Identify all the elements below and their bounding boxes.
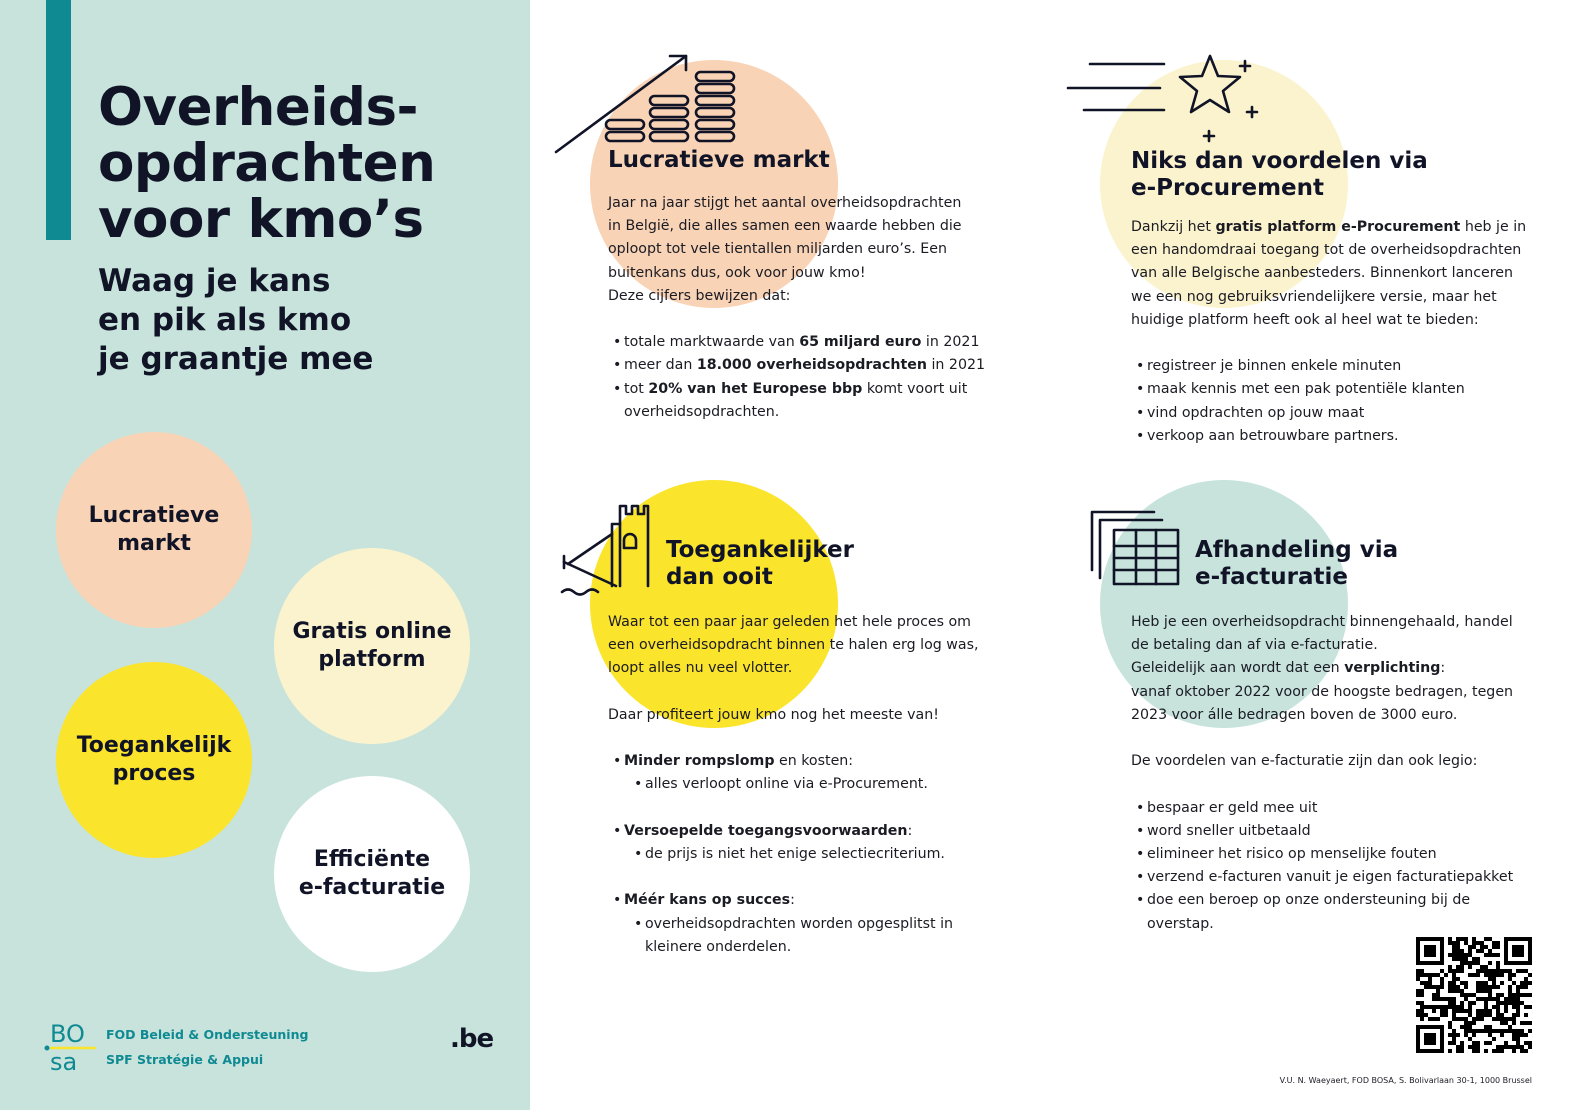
bubble-label: proces xyxy=(112,761,196,786)
main-title xyxy=(98,77,518,250)
title-line: voor kmo’s xyxy=(98,189,424,250)
text-line: Deze cijfers bewijzen dat: xyxy=(608,287,791,304)
accent-bar xyxy=(46,0,71,240)
bubble-label: Lucratieve xyxy=(88,503,220,528)
bullet-item: • meer dan 18.000 overheidsopdrachten in 2021 xyxy=(608,354,1008,377)
heading-lucratieve-markt xyxy=(608,147,830,174)
sub-bullet-item: • overheidsopdrachten worden opgesplitst in xyxy=(608,913,1008,936)
heading-line: Afhandeling via xyxy=(1195,537,1399,563)
heading-toegankelijker xyxy=(666,537,854,591)
bullet-item: • registreer je binnen enkele minuten xyxy=(1131,355,1551,378)
heading-line: Niks dan voordelen via xyxy=(1131,148,1428,174)
bubble-label: platform xyxy=(318,647,426,672)
bosa-logo-top: BO xyxy=(50,1020,85,1048)
heading-e-procurement xyxy=(1131,148,1428,202)
text-line: we een nog gebruiksvriendelijkere versie, maar het xyxy=(1131,288,1497,305)
bullet-item: • Minder rompslomp en kosten: xyxy=(608,750,1008,773)
section-body-toegankelijk xyxy=(608,611,1008,959)
bullet-continuation: kleinere onderdelen. xyxy=(645,938,792,955)
bubble-lucratieve-markt xyxy=(56,432,252,628)
subtitle-line: je graantje mee xyxy=(98,341,374,377)
left-panel xyxy=(0,0,530,1110)
text-line: vanaf oktober 2022 voor de hoogste bedragen, tegen xyxy=(1131,683,1514,700)
text-line: Dankzij het gratis platform e-Procurement heb je in xyxy=(1131,219,1527,235)
publisher-note: V.U. N. Waeyaert, FOD BOSA, S. Bolivarlaan 30-1, 1000 Brussel xyxy=(1279,1076,1532,1085)
bullet-continuation: overheidsopdrachten. xyxy=(624,403,780,420)
section-body-markt xyxy=(608,192,1008,424)
text-line: Geleidelijk aan wordt dat een verplichting: xyxy=(1131,660,1446,677)
text-line: De voordelen van e-facturatie zijn dan ook legio: xyxy=(1131,753,1478,770)
subtitle-line: Waag je kans xyxy=(98,263,331,299)
heading-line: e-Procurement xyxy=(1131,175,1325,201)
text-line: Heb je een overheidsopdracht binnengehaald, handel xyxy=(1131,614,1513,630)
text-line: Daar profiteert jouw kmo nog het meeste van! xyxy=(608,706,939,723)
bullet-item: • bespaar er geld mee uit xyxy=(1131,797,1551,820)
heading-line: Toegankelijker xyxy=(666,537,854,563)
growth-chart-icon xyxy=(554,50,744,156)
invoice-table-icon xyxy=(1088,510,1184,590)
text-line: in België, die alles samen een waarde hebben die xyxy=(608,218,962,235)
text-line: Waar tot een paar jaar geleden het hele proces om xyxy=(608,614,972,630)
bosa-name-nl: FOD Beleid & Ondersteuning xyxy=(106,1027,309,1042)
bubble-label: Gratis online xyxy=(292,619,452,644)
bubble-label: markt xyxy=(117,531,191,556)
bubble-gratis-platform xyxy=(274,548,470,744)
bubble-label: Toegankelijk xyxy=(76,733,232,758)
bullet-item: • verzend e-facturen vanuit je eigen facturatiepakket xyxy=(1131,866,1551,889)
heading-line: e-facturatie xyxy=(1195,564,1349,590)
bosa-name-fr: SPF Stratégie & Appui xyxy=(106,1052,264,1067)
castle-drawbridge-icon xyxy=(560,504,652,596)
bullet-item: • elimineer het risico op menselijke fouten xyxy=(1131,843,1551,866)
be-logo: .be xyxy=(450,1024,494,1054)
sub-bullet-item: • de prijs is niet het enige selectiecriterium. xyxy=(608,843,1008,866)
heading-line: Lucratieve markt xyxy=(608,147,830,173)
heading-e-facturatie xyxy=(1195,537,1398,591)
bullet-item: • maak kennis met een pak potentiële klanten xyxy=(1131,378,1551,401)
text-line: huidige platform heeft ook al heel wat te bieden: xyxy=(1131,311,1479,328)
star-icon xyxy=(1064,52,1264,148)
bubble-toegankelijk-proces xyxy=(56,662,252,858)
bullet-item: • doe een beroep op onze ondersteuning bij de xyxy=(1131,889,1551,912)
bullet-item: • verkoop aan betrouwbare partners. xyxy=(1131,425,1551,448)
text-line: buitenkans dus, ook voor jouw kmo! xyxy=(608,264,866,281)
subtitle xyxy=(98,262,518,379)
text-line: oploopt tot vele tientallen miljarden euro’s. Een xyxy=(608,241,947,258)
bubble-label: Efficiënte xyxy=(313,847,431,872)
section-body-procurement xyxy=(1131,216,1551,448)
subtitle-line: en pik als kmo xyxy=(98,302,352,338)
sub-bullet-item: • alles verloopt online via e-Procurement. xyxy=(608,773,1008,796)
text-line: van alle Belgische aanbesteders. Binnenkort lanceren xyxy=(1131,265,1514,282)
title-line: Overheids- xyxy=(98,77,419,138)
bullet-item: • Méér kans op succes: xyxy=(608,889,1008,912)
bubble-efficiente-facturatie xyxy=(274,776,470,972)
text-line: 2023 voor álle bedragen boven de 3000 euro. xyxy=(1131,706,1458,723)
section-body-facturatie xyxy=(1131,611,1551,936)
bullet-item: • totale marktwaarde van 65 miljard euro in 2021 xyxy=(608,331,1008,354)
text-line: een handomdraai toegang tot de overheidsopdrachten xyxy=(1131,242,1522,259)
bosa-logo-icon xyxy=(44,1018,104,1074)
text-line: loopt alles nu veel vlotter. xyxy=(608,660,793,677)
bullet-continuation: overstap. xyxy=(1147,915,1214,932)
bullet-item: • word sneller uitbetaald xyxy=(1131,820,1551,843)
bubble-label: e-facturatie xyxy=(298,875,446,900)
bosa-organisation-name xyxy=(106,1022,308,1072)
qr-code-icon[interactable] xyxy=(1416,937,1532,1053)
heading-line: dan ooit xyxy=(666,564,773,590)
text-line: Jaar na jaar stijgt het aantal overheidsopdrachten xyxy=(608,195,962,211)
bullet-item: • vind opdrachten op jouw maat xyxy=(1131,402,1551,425)
text-line: de betaling dan af via e-facturatie. xyxy=(1131,637,1378,654)
text-line: een overheidsopdracht binnen te halen erg log was, xyxy=(608,637,979,654)
bosa-logo-bottom: sa xyxy=(50,1048,78,1074)
title-line: opdrachten xyxy=(98,133,436,194)
bullet-item: • Versoepelde toegangsvoorwaarden: xyxy=(608,820,1008,843)
bullet-item: • tot 20% van het Europese bbp komt voort uit xyxy=(608,378,1008,401)
